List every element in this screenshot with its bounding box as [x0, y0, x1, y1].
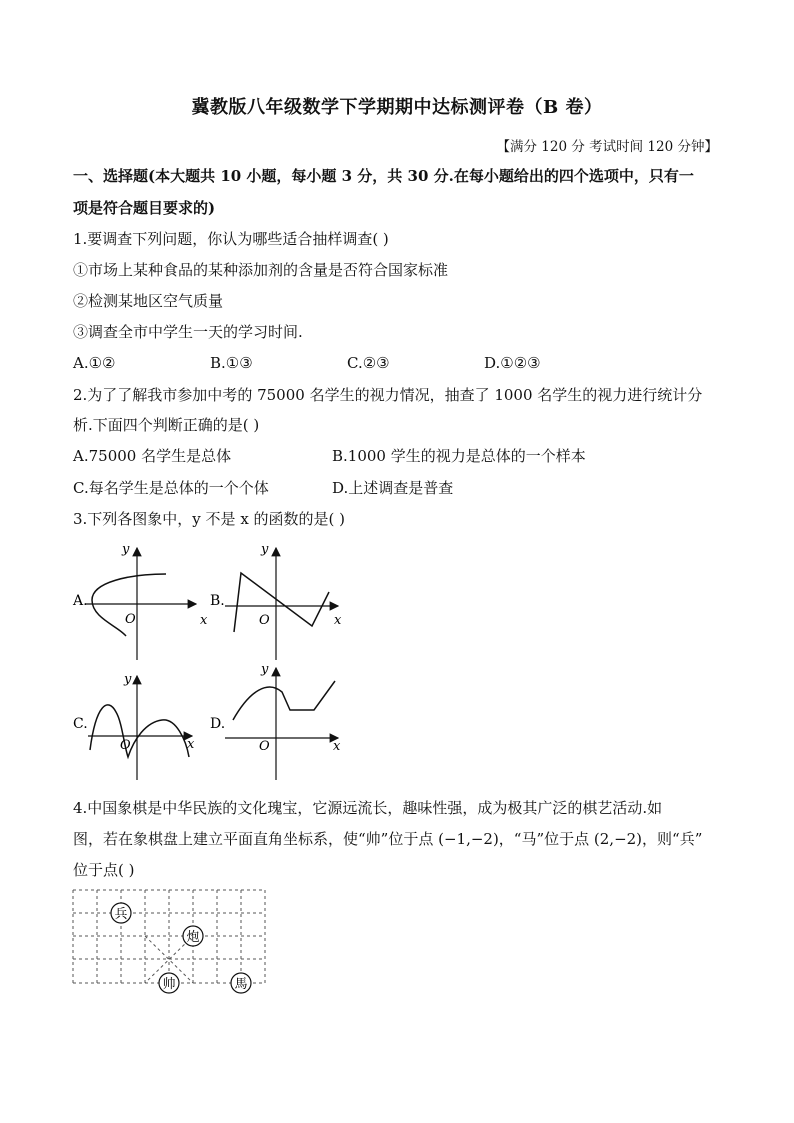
piece-shuai — [159, 973, 179, 993]
question-1-option-b: B.①③ — [210, 354, 253, 372]
piece-ma-label: 馬 — [234, 977, 248, 992]
piece-ma — [231, 973, 251, 993]
question-4-stem-cont: 位于点( ) — [73, 861, 135, 879]
graph-a — [72, 542, 208, 660]
graph-b — [210, 542, 342, 660]
y-axis-label: y — [122, 542, 130, 557]
y-axis-label: y — [124, 672, 132, 687]
piece-pao — [183, 926, 203, 946]
x-axis-label: x — [334, 613, 342, 628]
piece-shuai-label: 帅 — [162, 977, 176, 992]
question-1-item: ②检测某地区空气质量 — [73, 292, 224, 310]
graph-d-label: D. — [210, 716, 226, 732]
question-2-stem: 2.为了了解我市参加中考的 75000 名学生的视力情况，抽查了 1000 名学生的视力进行统计分 — [73, 386, 703, 404]
question-2-option-d: D.上述调查是普查 — [332, 479, 454, 497]
question-1-stem: 1.要调查下列问题，你认为哪些适合抽样调查( ) — [73, 230, 389, 248]
question-2-option-a: A.75000 名学生是总体 — [73, 447, 232, 465]
question-1-option-a: A.①② — [73, 354, 116, 372]
origin-label: O — [125, 612, 136, 627]
question-2-option-c: C.每名学生是总体的一个个体 — [73, 479, 269, 497]
question-4-stem-cont: 图，若在象棋盘上建立平面直角坐标系，使“帅”位于点 (−1,−2)，“马”位于点 (2,−2)，则“兵” — [73, 830, 703, 848]
graph-c — [73, 672, 195, 780]
origin-label: O — [259, 739, 270, 754]
graph-b-label: B. — [210, 593, 225, 609]
section-heading: 一、选择题(本大题共 10 小题，每小题 3 分，共 30 分.在每小题给出的四个选项中，只有一 — [73, 167, 694, 185]
question-2-option-b: B.1000 学生的视力是总体的一个样本 — [332, 447, 586, 465]
graph-d — [210, 662, 341, 780]
question-4-stem: 4.中国象棋是中华民族的文化瑰宝，它源远流长，趣味性强，成为极其广泛的棋艺活动.如 — [73, 799, 663, 817]
y-axis-label: y — [261, 662, 269, 677]
y-axis-label: y — [261, 542, 269, 557]
piece-bing-label: 兵 — [114, 907, 128, 922]
x-axis-label: x — [333, 739, 341, 754]
x-axis-label: x — [200, 613, 208, 628]
page-title: 冀教版八年级数学下学期期中达标测评卷（B 卷） — [191, 97, 603, 118]
question-1-option-c: C.②③ — [347, 354, 390, 372]
exam-meta: 【满分 120 分 考试时间 120 分钟】 — [496, 139, 718, 155]
origin-label: O — [120, 738, 131, 753]
piece-pao-label: 炮 — [186, 930, 200, 945]
question-3-graphs — [0, 530, 794, 790]
question-1-item: ③调查全市中学生一天的学习时间. — [73, 323, 303, 341]
question-3-stem: 3.下列各图象中，y 不是 x 的函数的是( ) — [73, 510, 346, 528]
graph-a-label: A. — [73, 593, 88, 609]
graph-c-label: C. — [73, 716, 88, 732]
section-heading-cont: 项是符合题目要求的) — [73, 199, 216, 217]
x-axis-label: x — [187, 737, 195, 752]
origin-label: O — [259, 613, 270, 628]
question-1-option-d: D.①②③ — [484, 354, 541, 372]
question-1-item: ①市场上某种食品的某种添加剂的含量是否符合国家标准 — [73, 261, 449, 279]
chessboard-diagram — [0, 880, 794, 1000]
piece-bing — [111, 903, 131, 923]
question-2-stem-cont: 析.下面四个判断正确的是( ) — [73, 416, 260, 434]
